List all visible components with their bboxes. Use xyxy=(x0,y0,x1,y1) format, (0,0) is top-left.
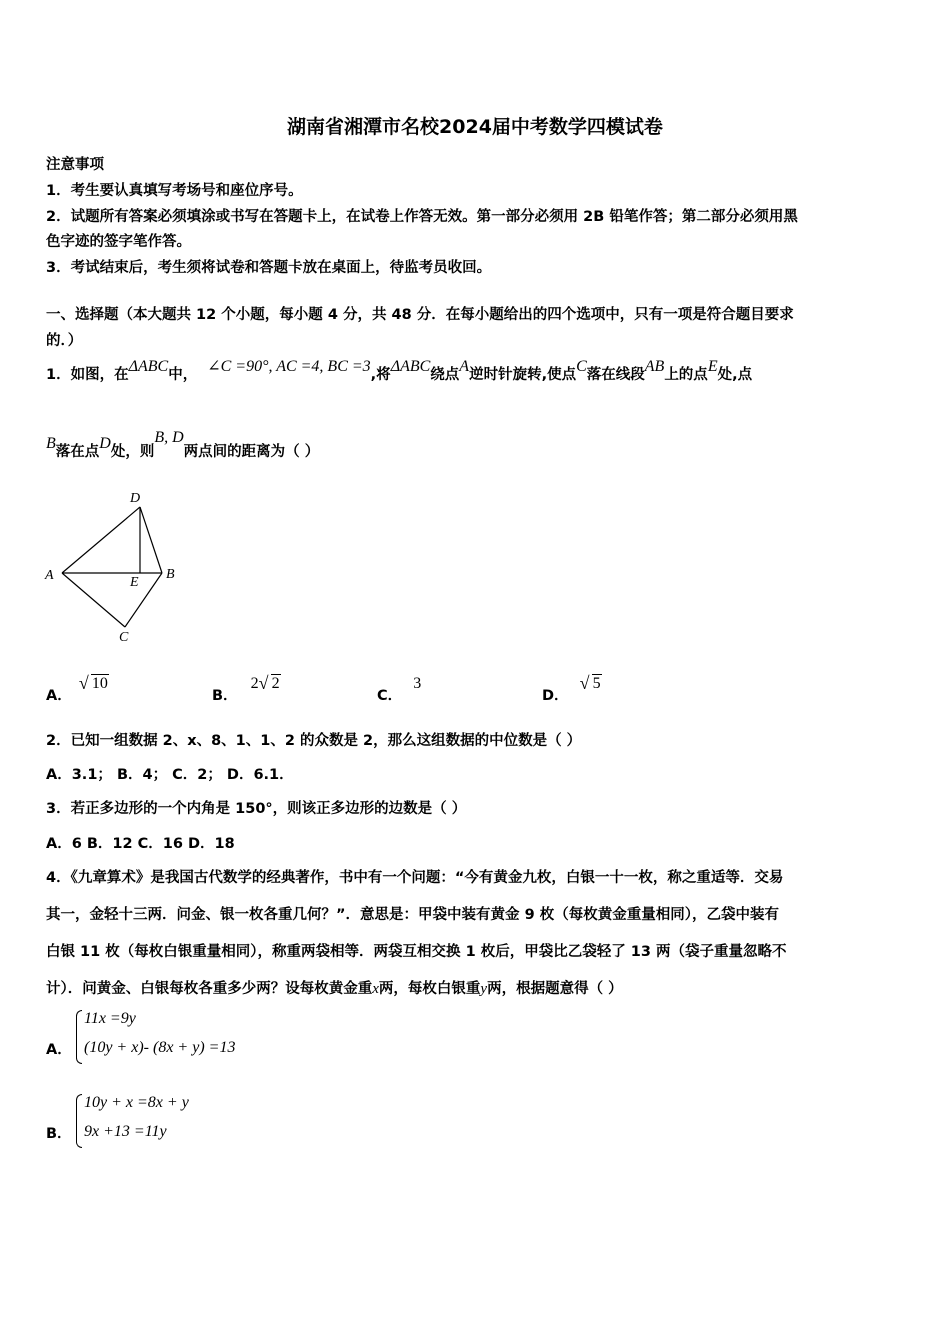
notice-item: 3．考试结束后，考生须将试卷和答题卡放在桌面上，待监考员收回。 xyxy=(46,260,492,276)
coefficient: 2 xyxy=(250,675,259,692)
q1-option-a[interactable]: A． √ 10 xyxy=(46,673,108,704)
q4-math: x xyxy=(372,981,379,997)
notice-item: 色字迹的签字笔作答。 xyxy=(46,234,191,250)
option-letter: C． xyxy=(377,688,403,704)
radicand: 5 xyxy=(592,675,601,692)
q1-text: 落在线段 xyxy=(586,367,645,383)
question-3-stem: 3．若正多边形的一个内角是 150°，则该正多边形的边数是（ ） xyxy=(46,801,467,817)
page-title: 湖南省湘潭市名校2024届中考数学四模试卷 xyxy=(287,116,663,138)
label-E: E xyxy=(130,575,139,590)
notice-item: 2．试题所有答案必须填涂或书写在答题卡上，在试卷上作答无效。第一部分必须用 2B 铅笔作答；第二部分必须用黑 xyxy=(46,209,798,225)
question-4-line: 4．《九章算术》是我国古代数学的经典著作，书中有一个问题：“今有黄金九枚，白银一十一枚，称之重适等．交易 xyxy=(46,870,784,886)
radicand: 10 xyxy=(91,675,108,692)
q1-text: 处,点 xyxy=(717,367,753,383)
q1-math: ΔABC xyxy=(390,358,431,375)
question-4-line xyxy=(46,977,623,998)
question-1-line-2 xyxy=(46,429,320,461)
option-letter: B． xyxy=(212,688,238,704)
option-letter: A． xyxy=(46,688,72,704)
q1-math: D xyxy=(99,435,111,452)
q1-math: A xyxy=(459,358,470,375)
q1-option-d[interactable]: D． √ 5 xyxy=(542,673,601,704)
equation: 9x +13 =11y xyxy=(84,1123,167,1140)
q1-text: 中， xyxy=(168,367,198,383)
q4-option-b[interactable] xyxy=(46,1092,346,1152)
option-value: 3 xyxy=(413,675,422,692)
notice-item: 1．考生要认真填写考场号和座位序号。 xyxy=(46,183,303,199)
question-4-line: 白银 11 枚（每枚白银重量相同），称重两袋相等．两袋互相交换 1 枚后，甲袋比乙袋轻了 13 两（袋子重量忽略不 xyxy=(46,944,787,960)
q1-text: 逆时针旋转,使点 xyxy=(469,367,577,383)
question-3-options[interactable]: A．6 B．12 C．16 D．18 xyxy=(46,836,235,852)
label-D: D xyxy=(130,491,141,506)
q1-text: 1．如图，在 xyxy=(46,367,129,383)
radicand: 2 xyxy=(271,675,280,692)
q1-text: 上的点 xyxy=(664,367,708,383)
segment-AD xyxy=(62,507,140,573)
q4-text: 两，根据题意得（ ） xyxy=(487,981,623,997)
option-letter: D． xyxy=(542,688,569,704)
question-4-line: 其一，金轻十三两．问金、银一枚各重几何？”．意思是：甲袋中装有黄金 9 枚（每枚黄金重量相同），乙袋中装有 xyxy=(46,907,779,923)
option-letter: B． xyxy=(46,1126,72,1142)
brace-icon xyxy=(76,1010,82,1064)
brace-icon xyxy=(76,1094,82,1148)
equation: 10y + x =8x + y xyxy=(84,1094,189,1111)
question-1-line-1 xyxy=(46,358,753,384)
q1-math: ∠C =90°, AC =4, BC =3 xyxy=(207,358,371,375)
section-heading-cont: 的．） xyxy=(46,333,83,349)
label-C: C xyxy=(119,630,129,645)
q4-text: 两，每枚白银重 xyxy=(378,981,481,997)
q1-math: E xyxy=(707,358,718,375)
q1-text: 落在点 xyxy=(55,444,100,460)
q1-math: AB xyxy=(644,358,665,375)
q1-option-b[interactable]: B． 2 √ 2 xyxy=(212,673,280,704)
triangle-figure xyxy=(40,485,190,645)
q4-option-a[interactable] xyxy=(46,1008,346,1068)
question-2-options[interactable]: A．3.1； B．4； C．2； D．6.1． xyxy=(46,767,294,783)
notice-heading: 注意事项 xyxy=(46,157,104,173)
option-letter: A． xyxy=(46,1042,72,1058)
equation: (10y + x)- (8x + y) =13 xyxy=(84,1039,236,1056)
question-2-stem: 2．已知一组数据 2、x、8、1、1、2 的众数是 2，那么这组数据的中位数是（ ） xyxy=(46,733,582,749)
q1-text: 两点间的距离为（ ） xyxy=(183,444,320,460)
q1-option-c[interactable] xyxy=(377,672,422,704)
segment-AC xyxy=(62,573,125,627)
section-heading: 一、选择题（本大题共 12 个小题，每小题 4 分，共 48 分．在每小题给出的四个选项中，只有一项是符合题目要求 xyxy=(46,307,794,323)
q1-math: B xyxy=(46,435,56,452)
q1-math: ΔABC xyxy=(128,358,169,375)
q4-math: y xyxy=(480,981,488,997)
label-B: B xyxy=(166,567,175,582)
q1-math: C xyxy=(576,358,587,375)
q1-math: B, D xyxy=(154,429,184,446)
q1-text: 处，则 xyxy=(110,444,155,460)
q4-text: 计）．问黄金、白银每枚各重多少两？设每枚黄金重 xyxy=(46,981,373,997)
label-A: A xyxy=(45,568,54,583)
segment-DB xyxy=(140,507,162,573)
q1-text: ,将 xyxy=(370,367,391,383)
equation: 11x =9y xyxy=(84,1010,136,1027)
q1-text: 绕点 xyxy=(430,367,460,383)
